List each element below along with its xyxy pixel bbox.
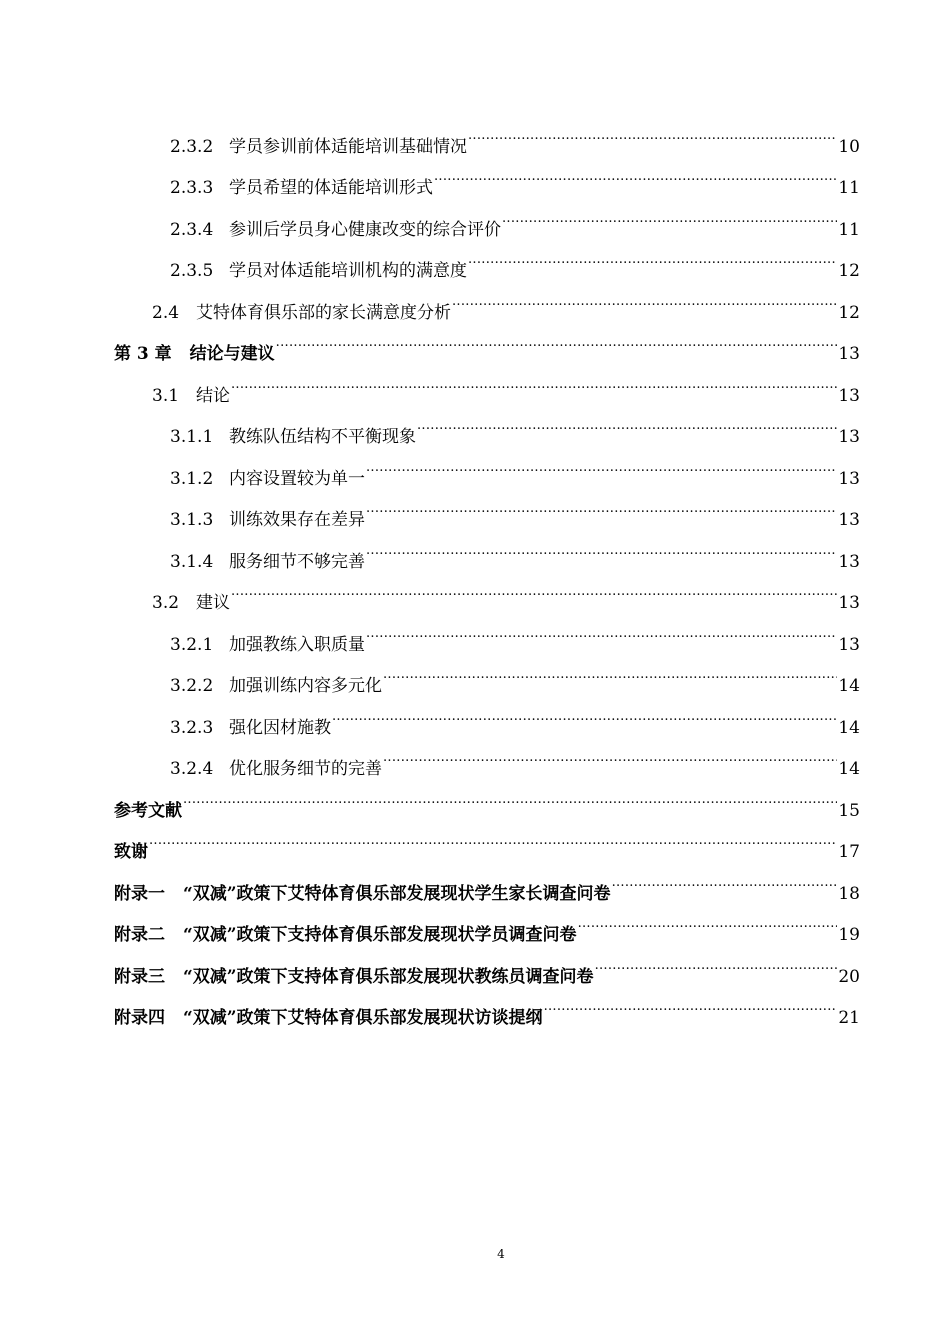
toc-entry-page: 21	[838, 1008, 860, 1028]
toc-leader-dots	[434, 152, 837, 194]
toc-leader-dots	[231, 359, 837, 401]
toc-leader-dots	[468, 235, 837, 277]
toc-entry-number: 3.2.1	[170, 634, 214, 655]
toc-entry-page: 11	[838, 178, 860, 198]
toc-entry[interactable]	[114, 110, 860, 157]
toc-leader-dots	[231, 567, 837, 609]
toc-entry-page: 13	[838, 634, 860, 655]
toc-entry-page: 14	[838, 759, 860, 779]
toc-entry-number: 3.2.2	[170, 676, 214, 696]
toc-leader-dots	[452, 276, 837, 318]
toc-leader-dots	[383, 650, 837, 692]
toc-entry[interactable]	[114, 774, 860, 821]
toc-leader-dots	[276, 318, 838, 360]
toc-leader-dots	[366, 484, 837, 526]
toc-entry-number: 2.3.2	[170, 136, 214, 157]
toc-entry-title: 加强教练入职质量	[229, 634, 365, 655]
toc-leader-dots	[417, 401, 837, 443]
toc-leader-dots	[595, 940, 838, 982]
toc-entry-title: 参考文献	[114, 800, 182, 821]
toc-entry-number: 2.3.4	[170, 219, 214, 240]
toc-entry[interactable]	[114, 816, 860, 862]
toc-entry-page: 14	[838, 676, 860, 696]
toc-entry-number: 3.1	[152, 385, 180, 406]
toc-entry-title: “双减”政策下支持体育俱乐部发展现状教练员调查问卷	[183, 966, 594, 987]
toc-entry-page: 12	[838, 261, 860, 281]
toc-entry-title: 内容设置较为单一	[229, 468, 365, 489]
toc-entry-title: 致谢	[114, 842, 148, 862]
toc-entry-title: 学员对体适能培训机构的满意度	[229, 261, 467, 281]
toc-entry-page: 13	[838, 427, 860, 447]
toc-entry-page: 20	[838, 966, 860, 987]
toc-entry-title: 艾特体育俱乐部的家长满意度分析	[196, 302, 451, 323]
table-of-contents	[114, 110, 860, 1028]
toc-leader-dots	[366, 525, 837, 567]
toc-leader-dots	[332, 691, 837, 733]
toc-entry-number: 附录二	[114, 925, 165, 945]
toc-leader-dots	[612, 857, 838, 899]
toc-entry-number: 第 3 章	[114, 344, 172, 364]
toc-entry-title: 建议	[196, 593, 230, 613]
toc-entry-title: 结论与建议	[189, 344, 275, 364]
toc-entry-page: 10	[838, 136, 860, 157]
toc-leader-dots	[149, 816, 837, 858]
page-number: 4	[497, 1247, 505, 1261]
toc-leader-dots	[366, 608, 837, 650]
toc-entry-number: 3.1.1	[170, 427, 214, 447]
toc-entry-number: 3.1.3	[170, 510, 214, 530]
toc-entry-page: 12	[838, 302, 860, 323]
toc-entry-title: 服务细节不够完善	[229, 551, 365, 572]
toc-entry-page: 15	[838, 800, 860, 821]
toc-entry-number: 附录四	[114, 1008, 165, 1028]
toc-entry-number: 3.2	[152, 593, 180, 613]
toc-entry-title: 加强训练内容多元化	[229, 676, 382, 696]
toc-entry-page: 13	[838, 344, 860, 364]
toc-entry-number: 2.3.5	[170, 261, 214, 281]
toc-entry-title: 学员参训前体适能培训基础情况	[229, 136, 467, 157]
toc-entry-title: 参训后学员身心健康改变的综合评价	[229, 219, 501, 240]
toc-entry-number: 2.3.3	[170, 178, 214, 198]
toc-entry-title: “双减”政策下艾特体育俱乐部发展现状学生家长调查问卷	[183, 883, 611, 904]
toc-entry-number: 附录三	[114, 966, 165, 987]
toc-entry-page: 13	[838, 551, 860, 572]
toc-entry-page: 13	[838, 593, 860, 613]
toc-entry-title: “双减”政策下支持体育俱乐部发展现状学员调查问卷	[183, 925, 577, 945]
toc-entry-page: 17	[838, 842, 860, 862]
toc-leader-dots	[502, 193, 837, 235]
toc-entry-title: 结论	[196, 385, 230, 406]
toc-entry-page: 11	[838, 219, 860, 240]
toc-entry[interactable]	[114, 857, 860, 904]
toc-entry-number: 3.2.4	[170, 759, 214, 779]
toc-entry-number: 3.1.2	[170, 468, 214, 489]
toc-entry-title: 训练效果存在差异	[229, 510, 365, 530]
toc-entry-title: “双减”政策下艾特体育俱乐部发展现状访谈提纲	[183, 1008, 543, 1028]
toc-entry-title: 优化服务细节的完善	[229, 759, 382, 779]
toc-leader-dots	[578, 899, 838, 941]
toc-leader-dots	[383, 733, 837, 775]
toc-leader-dots	[544, 982, 838, 1024]
toc-entry-title: 教练队伍结构不平衡现象	[229, 427, 416, 447]
toc-entry-number: 3.2.3	[170, 717, 214, 738]
toc-entry-page: 19	[838, 925, 860, 945]
toc-entry-title: 强化因材施教	[229, 717, 331, 738]
toc-entry-page: 13	[838, 468, 860, 489]
toc-leader-dots	[366, 442, 837, 484]
toc-leader-dots	[468, 110, 837, 152]
toc-entry-number: 附录一	[114, 883, 165, 904]
toc-entry-page: 14	[838, 717, 860, 738]
toc-entry-number: 3.1.4	[170, 551, 214, 572]
toc-entry-page: 18	[838, 883, 860, 904]
toc-leader-dots	[183, 774, 837, 816]
toc-entry-number: 2.4	[152, 302, 180, 323]
toc-entry-page: 13	[838, 510, 860, 530]
toc-entry-title: 学员希望的体适能培训形式	[229, 178, 433, 198]
toc-entry-page: 13	[838, 385, 860, 406]
